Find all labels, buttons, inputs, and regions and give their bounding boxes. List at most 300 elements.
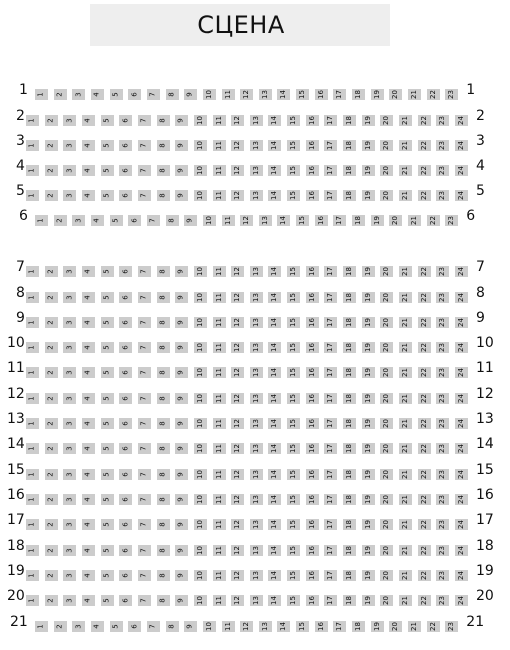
seat[interactable] xyxy=(194,570,207,581)
seat[interactable] xyxy=(119,190,132,201)
seat[interactable] xyxy=(455,342,468,353)
seat[interactable] xyxy=(63,140,76,151)
seat[interactable] xyxy=(231,595,244,606)
seat[interactable] xyxy=(175,317,188,328)
seat[interactable] xyxy=(287,595,300,606)
seat[interactable] xyxy=(35,215,48,226)
seat[interactable] xyxy=(380,469,393,480)
seat[interactable] xyxy=(119,443,132,454)
seat[interactable] xyxy=(436,595,449,606)
seat[interactable] xyxy=(324,367,337,378)
seat[interactable] xyxy=(157,115,170,126)
seat[interactable] xyxy=(343,292,356,303)
seat[interactable] xyxy=(296,89,309,100)
seat[interactable] xyxy=(240,89,253,100)
seat[interactable] xyxy=(343,317,356,328)
seat[interactable] xyxy=(296,621,309,632)
seat[interactable] xyxy=(101,519,114,530)
seat[interactable] xyxy=(231,317,244,328)
seat[interactable] xyxy=(138,292,151,303)
seat[interactable] xyxy=(213,367,226,378)
seat[interactable] xyxy=(268,519,281,530)
seat[interactable] xyxy=(138,595,151,606)
seat[interactable] xyxy=(427,215,440,226)
seat[interactable] xyxy=(101,595,114,606)
seat[interactable] xyxy=(138,367,151,378)
seat[interactable] xyxy=(352,215,365,226)
seat[interactable] xyxy=(436,115,449,126)
seat[interactable] xyxy=(45,443,58,454)
seat[interactable] xyxy=(399,367,412,378)
seat[interactable] xyxy=(380,570,393,581)
seat[interactable] xyxy=(343,393,356,404)
seat[interactable] xyxy=(138,115,151,126)
seat[interactable] xyxy=(324,418,337,429)
seat[interactable] xyxy=(45,418,58,429)
seat[interactable] xyxy=(268,367,281,378)
seat[interactable] xyxy=(175,443,188,454)
seat[interactable] xyxy=(194,317,207,328)
seat[interactable] xyxy=(287,140,300,151)
seat[interactable] xyxy=(63,317,76,328)
seat[interactable] xyxy=(436,317,449,328)
seat[interactable] xyxy=(455,469,468,480)
seat[interactable] xyxy=(26,190,39,201)
seat[interactable] xyxy=(343,570,356,581)
seat[interactable] xyxy=(343,595,356,606)
seat[interactable] xyxy=(166,215,179,226)
seat[interactable] xyxy=(26,595,39,606)
seat[interactable] xyxy=(63,418,76,429)
seat[interactable] xyxy=(119,266,132,277)
seat[interactable] xyxy=(63,342,76,353)
seat[interactable] xyxy=(287,342,300,353)
seat[interactable] xyxy=(194,190,207,201)
seat[interactable] xyxy=(380,519,393,530)
seat[interactable] xyxy=(418,595,431,606)
seat[interactable] xyxy=(231,469,244,480)
seat[interactable] xyxy=(455,367,468,378)
seat[interactable] xyxy=(194,545,207,556)
seat[interactable] xyxy=(250,595,263,606)
seat[interactable] xyxy=(175,494,188,505)
seat[interactable] xyxy=(389,89,402,100)
seat[interactable] xyxy=(82,545,95,556)
seat[interactable] xyxy=(147,215,160,226)
seat[interactable] xyxy=(231,443,244,454)
seat[interactable] xyxy=(194,519,207,530)
seat[interactable] xyxy=(250,317,263,328)
seat[interactable] xyxy=(194,367,207,378)
seat[interactable] xyxy=(26,545,39,556)
seat[interactable] xyxy=(418,570,431,581)
seat[interactable] xyxy=(268,469,281,480)
seat[interactable] xyxy=(194,418,207,429)
seat[interactable] xyxy=(157,165,170,176)
seat[interactable] xyxy=(213,418,226,429)
seat[interactable] xyxy=(455,519,468,530)
seat[interactable] xyxy=(138,519,151,530)
seat[interactable] xyxy=(26,519,39,530)
seat[interactable] xyxy=(175,418,188,429)
seat[interactable] xyxy=(455,140,468,151)
seat[interactable] xyxy=(380,418,393,429)
seat[interactable] xyxy=(82,140,95,151)
seat[interactable] xyxy=(157,190,170,201)
seat[interactable] xyxy=(45,140,58,151)
seat[interactable] xyxy=(306,545,319,556)
seat[interactable] xyxy=(324,393,337,404)
seat[interactable] xyxy=(455,443,468,454)
seat[interactable] xyxy=(343,545,356,556)
seat[interactable] xyxy=(436,570,449,581)
seat[interactable] xyxy=(231,545,244,556)
seat[interactable] xyxy=(138,443,151,454)
seat[interactable] xyxy=(380,393,393,404)
seat[interactable] xyxy=(315,621,328,632)
seat[interactable] xyxy=(455,292,468,303)
seat[interactable] xyxy=(119,418,132,429)
seat[interactable] xyxy=(418,165,431,176)
seat[interactable] xyxy=(268,292,281,303)
seat[interactable] xyxy=(82,595,95,606)
seat[interactable] xyxy=(436,519,449,530)
seat[interactable] xyxy=(445,215,458,226)
seat[interactable] xyxy=(418,292,431,303)
seat[interactable] xyxy=(157,519,170,530)
seat[interactable] xyxy=(157,367,170,378)
seat[interactable] xyxy=(63,570,76,581)
seat[interactable] xyxy=(343,494,356,505)
seat[interactable] xyxy=(175,292,188,303)
seat[interactable] xyxy=(35,621,48,632)
seat[interactable] xyxy=(101,165,114,176)
seat[interactable] xyxy=(418,443,431,454)
seat[interactable] xyxy=(436,266,449,277)
seat[interactable] xyxy=(287,367,300,378)
seat[interactable] xyxy=(82,342,95,353)
seat[interactable] xyxy=(268,190,281,201)
seat[interactable] xyxy=(119,140,132,151)
seat[interactable] xyxy=(101,266,114,277)
seat[interactable] xyxy=(324,595,337,606)
seat[interactable] xyxy=(231,190,244,201)
seat[interactable] xyxy=(231,140,244,151)
seat[interactable] xyxy=(436,190,449,201)
seat[interactable] xyxy=(399,545,412,556)
seat[interactable] xyxy=(380,292,393,303)
seat[interactable] xyxy=(63,519,76,530)
seat[interactable] xyxy=(194,140,207,151)
seat[interactable] xyxy=(296,215,309,226)
seat[interactable] xyxy=(138,545,151,556)
seat[interactable] xyxy=(287,519,300,530)
seat[interactable] xyxy=(250,545,263,556)
seat[interactable] xyxy=(72,89,85,100)
seat[interactable] xyxy=(399,595,412,606)
seat[interactable] xyxy=(82,367,95,378)
seat[interactable] xyxy=(306,190,319,201)
seat[interactable] xyxy=(362,190,375,201)
seat[interactable] xyxy=(184,621,197,632)
seat[interactable] xyxy=(324,292,337,303)
seat[interactable] xyxy=(343,367,356,378)
seat[interactable] xyxy=(306,519,319,530)
seat[interactable] xyxy=(343,519,356,530)
seat[interactable] xyxy=(26,317,39,328)
seat[interactable] xyxy=(45,595,58,606)
seat[interactable] xyxy=(82,266,95,277)
seat[interactable] xyxy=(45,367,58,378)
seat[interactable] xyxy=(306,317,319,328)
seat[interactable] xyxy=(250,494,263,505)
seat[interactable] xyxy=(63,367,76,378)
seat[interactable] xyxy=(213,545,226,556)
seat[interactable] xyxy=(436,418,449,429)
seat[interactable] xyxy=(119,570,132,581)
seat[interactable] xyxy=(306,494,319,505)
seat[interactable] xyxy=(231,115,244,126)
seat[interactable] xyxy=(194,165,207,176)
seat[interactable] xyxy=(389,215,402,226)
seat[interactable] xyxy=(82,494,95,505)
seat[interactable] xyxy=(259,621,272,632)
seat[interactable] xyxy=(324,140,337,151)
seat[interactable] xyxy=(231,570,244,581)
seat[interactable] xyxy=(231,165,244,176)
seat[interactable] xyxy=(380,266,393,277)
seat[interactable] xyxy=(324,494,337,505)
seat[interactable] xyxy=(362,595,375,606)
seat[interactable] xyxy=(194,393,207,404)
seat[interactable] xyxy=(72,621,85,632)
seat[interactable] xyxy=(138,393,151,404)
seat[interactable] xyxy=(26,494,39,505)
seat[interactable] xyxy=(138,469,151,480)
seat[interactable] xyxy=(63,165,76,176)
seat[interactable] xyxy=(306,115,319,126)
seat[interactable] xyxy=(157,494,170,505)
seat[interactable] xyxy=(455,115,468,126)
seat[interactable] xyxy=(213,292,226,303)
seat[interactable] xyxy=(418,342,431,353)
seat[interactable] xyxy=(250,342,263,353)
seat[interactable] xyxy=(362,140,375,151)
seat[interactable] xyxy=(63,443,76,454)
seat[interactable] xyxy=(138,418,151,429)
seat[interactable] xyxy=(213,165,226,176)
seat[interactable] xyxy=(157,443,170,454)
seat[interactable] xyxy=(436,469,449,480)
seat[interactable] xyxy=(306,292,319,303)
seat[interactable] xyxy=(203,621,216,632)
seat[interactable] xyxy=(268,393,281,404)
seat[interactable] xyxy=(119,292,132,303)
seat[interactable] xyxy=(54,215,67,226)
seat[interactable] xyxy=(306,443,319,454)
seat[interactable] xyxy=(362,393,375,404)
seat[interactable] xyxy=(63,469,76,480)
seat[interactable] xyxy=(63,266,76,277)
seat[interactable] xyxy=(45,165,58,176)
seat[interactable] xyxy=(184,89,197,100)
seat[interactable] xyxy=(418,494,431,505)
seat[interactable] xyxy=(231,367,244,378)
seat[interactable] xyxy=(203,89,216,100)
seat[interactable] xyxy=(45,115,58,126)
seat[interactable] xyxy=(380,115,393,126)
seat[interactable] xyxy=(101,342,114,353)
seat[interactable] xyxy=(306,165,319,176)
seat[interactable] xyxy=(380,545,393,556)
seat[interactable] xyxy=(455,317,468,328)
seat[interactable] xyxy=(324,443,337,454)
seat[interactable] xyxy=(110,215,123,226)
seat[interactable] xyxy=(138,317,151,328)
seat[interactable] xyxy=(45,519,58,530)
seat[interactable] xyxy=(175,367,188,378)
seat[interactable] xyxy=(119,595,132,606)
seat[interactable] xyxy=(119,393,132,404)
seat[interactable] xyxy=(399,190,412,201)
seat[interactable] xyxy=(250,443,263,454)
seat[interactable] xyxy=(26,292,39,303)
seat[interactable] xyxy=(343,342,356,353)
seat[interactable] xyxy=(194,115,207,126)
seat[interactable] xyxy=(101,469,114,480)
seat[interactable] xyxy=(333,621,346,632)
seat[interactable] xyxy=(194,266,207,277)
seat[interactable] xyxy=(157,292,170,303)
seat[interactable] xyxy=(352,89,365,100)
seat[interactable] xyxy=(26,418,39,429)
seat[interactable] xyxy=(166,621,179,632)
seat[interactable] xyxy=(343,469,356,480)
seat[interactable] xyxy=(157,342,170,353)
seat[interactable] xyxy=(389,621,402,632)
seat[interactable] xyxy=(175,570,188,581)
seat[interactable] xyxy=(175,469,188,480)
seat[interactable] xyxy=(306,266,319,277)
seat[interactable] xyxy=(436,165,449,176)
seat[interactable] xyxy=(371,89,384,100)
seat[interactable] xyxy=(72,215,85,226)
seat[interactable] xyxy=(250,165,263,176)
seat[interactable] xyxy=(343,190,356,201)
seat[interactable] xyxy=(333,89,346,100)
seat[interactable] xyxy=(315,89,328,100)
seat[interactable] xyxy=(101,190,114,201)
seat[interactable] xyxy=(380,190,393,201)
seat[interactable] xyxy=(91,215,104,226)
seat[interactable] xyxy=(231,519,244,530)
seat[interactable] xyxy=(138,140,151,151)
seat[interactable] xyxy=(343,165,356,176)
seat[interactable] xyxy=(101,115,114,126)
seat[interactable] xyxy=(82,570,95,581)
seat[interactable] xyxy=(380,367,393,378)
seat[interactable] xyxy=(213,266,226,277)
seat[interactable] xyxy=(26,115,39,126)
seat[interactable] xyxy=(268,570,281,581)
seat[interactable] xyxy=(45,342,58,353)
seat[interactable] xyxy=(213,519,226,530)
seat[interactable] xyxy=(231,266,244,277)
seat[interactable] xyxy=(128,215,141,226)
seat[interactable] xyxy=(399,443,412,454)
seat[interactable] xyxy=(213,317,226,328)
seat[interactable] xyxy=(175,140,188,151)
seat[interactable] xyxy=(362,367,375,378)
seat[interactable] xyxy=(240,215,253,226)
seat[interactable] xyxy=(306,342,319,353)
seat[interactable] xyxy=(268,418,281,429)
seat[interactable] xyxy=(250,469,263,480)
seat[interactable] xyxy=(250,519,263,530)
seat[interactable] xyxy=(324,545,337,556)
seat[interactable] xyxy=(63,190,76,201)
seat[interactable] xyxy=(54,89,67,100)
seat[interactable] xyxy=(399,570,412,581)
seat[interactable] xyxy=(268,165,281,176)
seat[interactable] xyxy=(35,89,48,100)
seat[interactable] xyxy=(287,317,300,328)
seat[interactable] xyxy=(287,443,300,454)
seat[interactable] xyxy=(91,89,104,100)
seat[interactable] xyxy=(287,165,300,176)
seat[interactable] xyxy=(213,342,226,353)
seat[interactable] xyxy=(455,393,468,404)
seat[interactable] xyxy=(175,519,188,530)
seat[interactable] xyxy=(277,621,290,632)
seat[interactable] xyxy=(213,570,226,581)
seat[interactable] xyxy=(418,469,431,480)
seat[interactable] xyxy=(306,140,319,151)
seat[interactable] xyxy=(138,494,151,505)
seat[interactable] xyxy=(63,545,76,556)
seat[interactable] xyxy=(362,292,375,303)
seat[interactable] xyxy=(343,140,356,151)
seat[interactable] xyxy=(455,570,468,581)
seat[interactable] xyxy=(157,317,170,328)
seat[interactable] xyxy=(362,266,375,277)
seat[interactable] xyxy=(362,342,375,353)
seat[interactable] xyxy=(157,393,170,404)
seat[interactable] xyxy=(399,519,412,530)
seat[interactable] xyxy=(315,215,328,226)
seat[interactable] xyxy=(455,545,468,556)
seat[interactable] xyxy=(101,140,114,151)
seat[interactable] xyxy=(399,292,412,303)
seat[interactable] xyxy=(362,469,375,480)
seat[interactable] xyxy=(45,190,58,201)
seat[interactable] xyxy=(213,443,226,454)
seat[interactable] xyxy=(138,165,151,176)
seat[interactable] xyxy=(324,342,337,353)
seat[interactable] xyxy=(259,89,272,100)
seat[interactable] xyxy=(250,292,263,303)
seat[interactable] xyxy=(119,317,132,328)
seat[interactable] xyxy=(436,545,449,556)
seat[interactable] xyxy=(399,418,412,429)
seat[interactable] xyxy=(399,494,412,505)
seat[interactable] xyxy=(147,621,160,632)
seat[interactable] xyxy=(82,165,95,176)
seat[interactable] xyxy=(194,494,207,505)
seat[interactable] xyxy=(194,595,207,606)
seat[interactable] xyxy=(362,115,375,126)
seat[interactable] xyxy=(157,418,170,429)
